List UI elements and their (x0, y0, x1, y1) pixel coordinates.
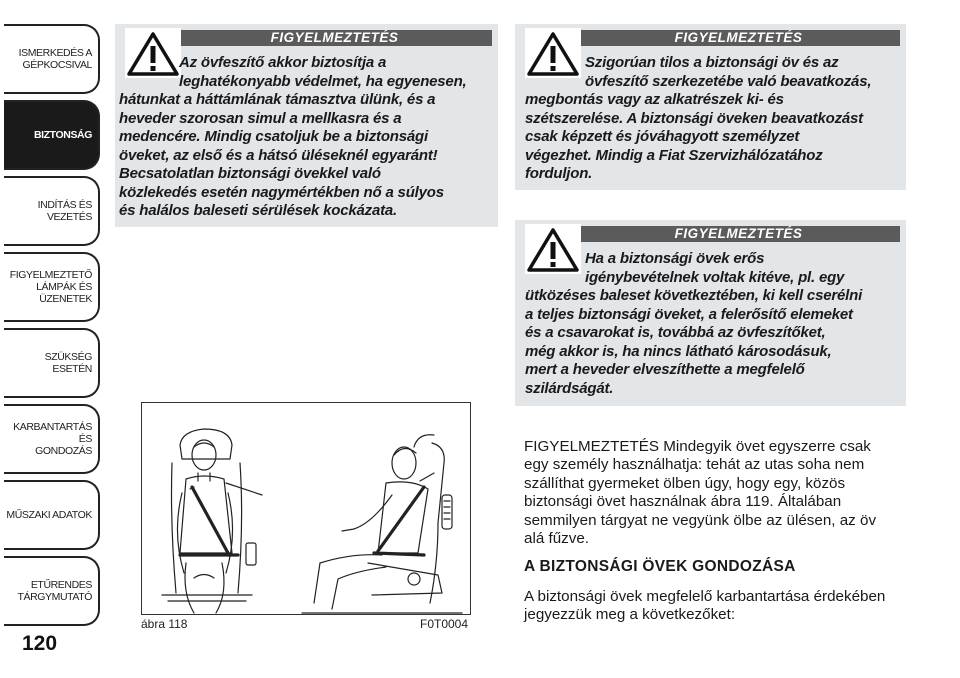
warning-text (525, 250, 903, 398)
tab-ismerkedes[interactable] (4, 24, 100, 94)
tab-label: BIZTONSÁG (33, 129, 92, 141)
tab-label: MŰSZAKI ADATOK (6, 509, 92, 521)
warning-title: FIGYELMEZTETÉS (577, 226, 900, 242)
warning-line: mert a heveder elveszíthette a megfelelő (525, 361, 805, 378)
tab-label: INDÍTÁS ÉS VEZETÉS (37, 199, 92, 223)
tab-label: ETŰRENDES TÁRGYMUTATÓ (17, 579, 92, 603)
page-number: 120 (22, 632, 58, 655)
body-line: semmilyen tárgyat ne vegyünk ölbe az ülésen, az öv (524, 511, 877, 529)
warning-line: szétszerelése. A biztonsági öveken beavatkozást (525, 109, 863, 127)
body-line: szállíthat gyermeket ölben úgy, hogy egy, közös (524, 474, 846, 492)
warning-line: Becsatolatlan biztonsági övekkel való (119, 165, 381, 182)
warning-line: és a csavarokat is, továbbá az övfeszítőket, (525, 324, 826, 341)
warning-line: csak képzett és jóváhagyott személyzet (525, 128, 800, 145)
body-line: alá fűzve. (524, 530, 590, 548)
tab-label: ISMERKEDÉS A GÉPKOCSIVAL (18, 47, 92, 71)
section-line: A biztonsági övek megfelelő karbantartása érdekében (524, 588, 886, 605)
warning-line: öveket, az első és a hátsó üléseknél egyaránt! (119, 146, 438, 164)
figure-code: F0T0004 (420, 617, 469, 631)
warning-line: igénybevételnek voltak kitéve, pl. egy (585, 268, 845, 286)
tab-biztonsag[interactable] (4, 100, 100, 170)
figure-caption: ábra 118 (141, 617, 188, 631)
warning-line: leghatékonyabb védelmet, ha egyenesen, (179, 72, 467, 90)
warning-line: medencére. Mindig csatoljuk be a biztonsági (119, 128, 428, 145)
warning-box-2 (515, 24, 906, 190)
body-line: egy személy használhatja: tehát az utas soha nem (524, 456, 865, 474)
warning-line: forduljon. (525, 165, 593, 182)
warning-line: szilárdságát. (525, 379, 614, 397)
tab-targymutato[interactable] (4, 556, 100, 626)
tab-karbantartas[interactable] (4, 404, 100, 474)
tab-inditas[interactable] (4, 176, 100, 246)
body-line: biztonsági övet használnak ábra 119. Általában (524, 493, 842, 511)
seatbelt-drawing (142, 403, 471, 615)
tab-szukseg[interactable] (4, 328, 100, 398)
warning-box-3 (515, 220, 906, 406)
warning-line: Ha a biztonsági övek erős (585, 250, 765, 267)
warning-line: Szigorúan tilos a biztonsági öv és az (585, 54, 839, 71)
warning-line: hátunkat a háttámlának támasztva ülünk, és a (119, 91, 436, 108)
tab-label: SZÜKSÉG ESETÉN (44, 351, 92, 375)
warning-text (119, 54, 495, 221)
tab-muszaki[interactable] (4, 480, 100, 550)
warning-line: végezhet. Mindig a Fiat Szervizhálózatához (525, 146, 823, 164)
warning-line: a teljes biztonsági öveket, a felerősítő elemeket (525, 305, 853, 323)
chapter-tabs (0, 0, 100, 678)
seatbelt-illustration (141, 402, 471, 615)
warning-line: megbontás vagy az alkatrészek ki- és (525, 91, 784, 108)
tab-label: FIGYELMEZTETŐ LÁMPÁK ÉS ÜZENETEK (9, 269, 92, 305)
warning-line: övfeszítő szerkezetébe való beavatkozás, (585, 72, 872, 90)
tab-label: KARBANTARTÁS ÉS GONDOZÁS (13, 421, 92, 457)
warning-title: FIGYELMEZTETÉS (177, 30, 492, 46)
warning-line: Az övfeszítő akkor biztosítja a (179, 54, 387, 71)
warning-line: heveder szorosan simul a mellkasra és a (119, 109, 402, 127)
warning-box-1 (115, 24, 498, 227)
tab-figyelmezteto[interactable] (4, 252, 100, 322)
warning-line: közlekedés esetén nagymértékben nő a súlyos (119, 183, 444, 201)
section-line: jegyezzük meg a következőket: (524, 606, 736, 624)
warning-line: még akkor is, ha nincs látható károsodásuk, (525, 342, 832, 360)
section-heading: A BIZTONSÁGI ÖVEK GONDOZÁSA (524, 558, 796, 575)
body-line: FIGYELMEZTETÉS Mindegyik övet egyszerre csak (524, 438, 871, 455)
warning-title: FIGYELMEZTETÉS (577, 30, 900, 46)
warning-line: ütközéses baleset következtében, ki kell cserélni (525, 287, 863, 304)
body-paragraph (524, 438, 914, 548)
section-paragraph (524, 588, 914, 625)
warning-line: és halálos baleseti sérülések kockázata. (119, 202, 398, 219)
warning-text (525, 54, 903, 184)
